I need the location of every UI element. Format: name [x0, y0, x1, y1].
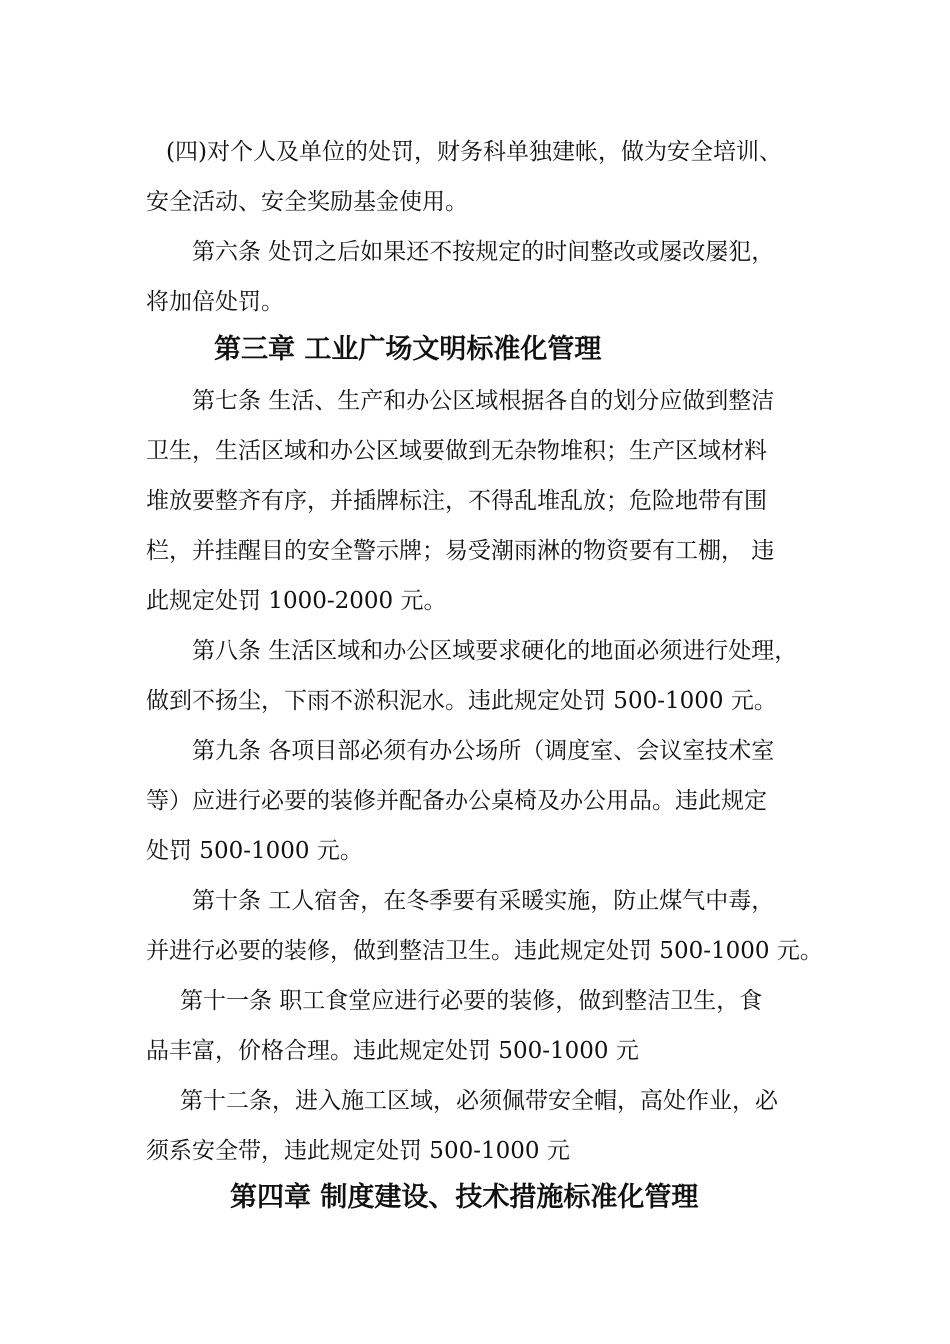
paragraph-line: 此规定处罚 1000-2000 元。 — [146, 588, 447, 614]
paragraph-line: 须系安全带，违此规定处罚 500-1000 元 — [146, 1138, 570, 1164]
paragraph-line: (四)对个人及单位的处罚，财务科单独建帐，做为安全培训、 — [166, 139, 782, 165]
paragraph-line: 第六条 处罚之后如果还不按规定的时间整改或屡改屡犯， — [192, 239, 775, 265]
chapter-heading: 第四章 制度建设、技术措施标准化管理 — [230, 1182, 699, 1213]
paragraph-line: 第十条 工人宿舍，在冬季要有采暖实施，防止煤气中毒， — [192, 888, 775, 914]
paragraph-line: 做到不扬尘，下雨不淤积泥水。违此规定处罚 500-1000 元。 — [146, 688, 777, 714]
paragraph-line: 卫生，生活区域和办公区域要做到无杂物堆积；生产区域材料 — [146, 438, 767, 464]
paragraph-line: 第八条 生活区域和办公区域要求硬化的地面必须进行处理， — [192, 638, 798, 664]
paragraph-line: 并进行必要的装修，做到整洁卫生。违此规定处罚 500-1000 元。 — [146, 938, 823, 964]
paragraph-line: 等）应进行必要的装修并配备办公桌椅及办公用品。违此规定 — [146, 788, 767, 814]
paragraph-line: 安全活动、安全奖励基金使用。 — [146, 189, 468, 215]
chapter-heading: 第三章 工业广场文明标准化管理 — [214, 334, 602, 365]
paragraph-line: 第十二条，进入施工区域，必须佩带安全帽，高处作业，必 — [180, 1088, 778, 1114]
paragraph-line: 堆放要整齐有序，并插牌标注，不得乱堆乱放；危险地带有围 — [146, 488, 767, 514]
paragraph-line: 第九条 各项目部必须有办公场所（调度室、会议室技术室 — [192, 738, 775, 764]
paragraph-line: 栏，并挂醒目的安全警示牌；易受潮雨淋的物资要有工棚， 违 — [146, 538, 775, 564]
paragraph-line: 处罚 500-1000 元。 — [146, 838, 363, 864]
paragraph-line: 将加倍处罚。 — [146, 289, 284, 315]
paragraph-line: 第十一条 职工食堂应进行必要的装修，做到整洁卫生，食 — [180, 988, 763, 1014]
paragraph-line: 第七条 生活、生产和办公区域根据各自的划分应做到整洁 — [192, 388, 775, 414]
paragraph-line: 品丰富，价格合理。违此规定处罚 500-1000 元 — [146, 1038, 639, 1064]
